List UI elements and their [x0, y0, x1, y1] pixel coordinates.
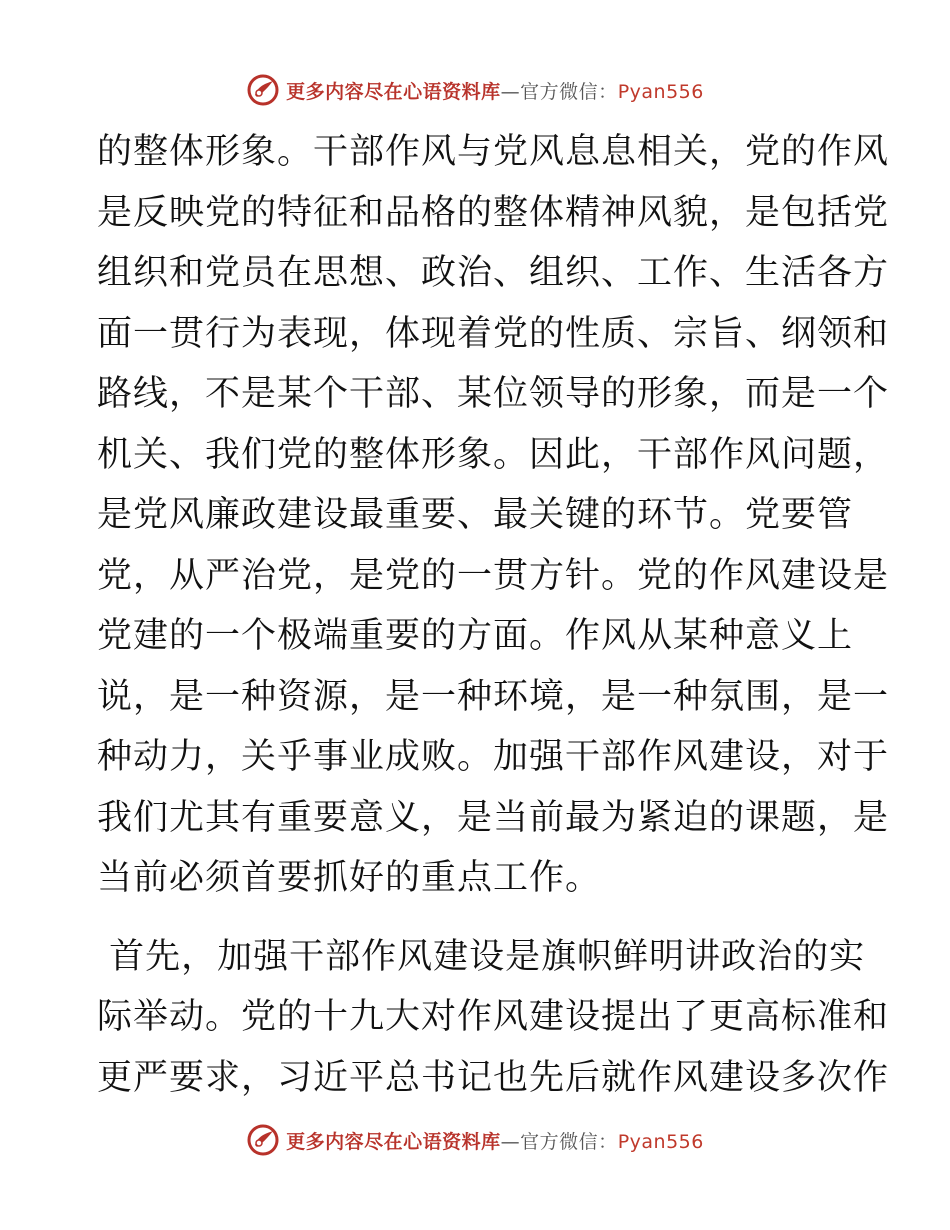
header-dash: — — [500, 80, 521, 103]
footer-label: 官方微信： — [520, 1130, 618, 1153]
text-line: 面一贯行为表现，体现着党的性质、宗旨、纲领和 — [97, 313, 890, 354]
brand-logo-icon — [246, 73, 280, 107]
text-line: 当前必须首要抓好的重点工作。 — [97, 858, 602, 898]
text-line: 种动力，关乎事业成败。加强干部作风建设，对于 — [97, 737, 890, 777]
text-line: 说，是一种资源，是一种环境，是一种氛围，是一 — [97, 676, 890, 717]
header-banner — [0, 70, 950, 110]
text-line: 更严要求，习近平总书记也先后就作风建设多次作 — [97, 1057, 890, 1098]
header-brand: 更多内容尽在心语资料库 — [286, 80, 501, 103]
text-line: 路线，不是某个干部、某位领导的形象，而是一个 — [97, 374, 890, 414]
document-body — [97, 122, 890, 1108]
text-line: 党建的一个极端重要的方面。作风从某种意义上 — [97, 616, 854, 656]
text-line: 是党风廉政建设最重要、最关键的环节。党要管 — [97, 495, 854, 535]
footer-banner — [0, 1120, 950, 1160]
header-label: 官方微信： — [520, 80, 618, 103]
text-line: 际举动。党的十九大对作风建设提出了更高标准和 — [97, 997, 890, 1037]
paragraph-2 — [97, 927, 890, 1109]
header-text — [286, 77, 704, 104]
footer-dash: — — [500, 1130, 521, 1153]
text-line: 是反映党的特征和品格的整体精神风貌，是包括党 — [97, 192, 890, 233]
footer-brand: 更多内容尽在心语资料库 — [286, 1130, 501, 1153]
text-line: 的整体形象。干部作风与党风息息相关，党的作风 — [97, 132, 890, 172]
text-line: 首先，加强干部作风建设是旗帜鲜明讲政治的实 — [97, 936, 866, 977]
paragraph-1 — [97, 122, 890, 909]
text-line: 组织和党员在思想、政治、组织、工作、生活各方 — [97, 253, 890, 293]
footer-text — [286, 1127, 704, 1154]
text-line: 机关、我们党的整体形象。因此，干部作风问题， — [97, 434, 890, 475]
header-wechat-id: Pyan556 — [617, 80, 704, 103]
footer-wechat-id: Pyan556 — [617, 1130, 704, 1153]
brand-logo-icon — [246, 1123, 280, 1157]
paragraph-spacer — [97, 909, 857, 927]
text-line: 党，从严治党，是党的一贯方针。党的作风建设是 — [97, 555, 890, 596]
text-line: 我们尤其有重要意义，是当前最为紧迫的课题，是 — [97, 797, 890, 838]
